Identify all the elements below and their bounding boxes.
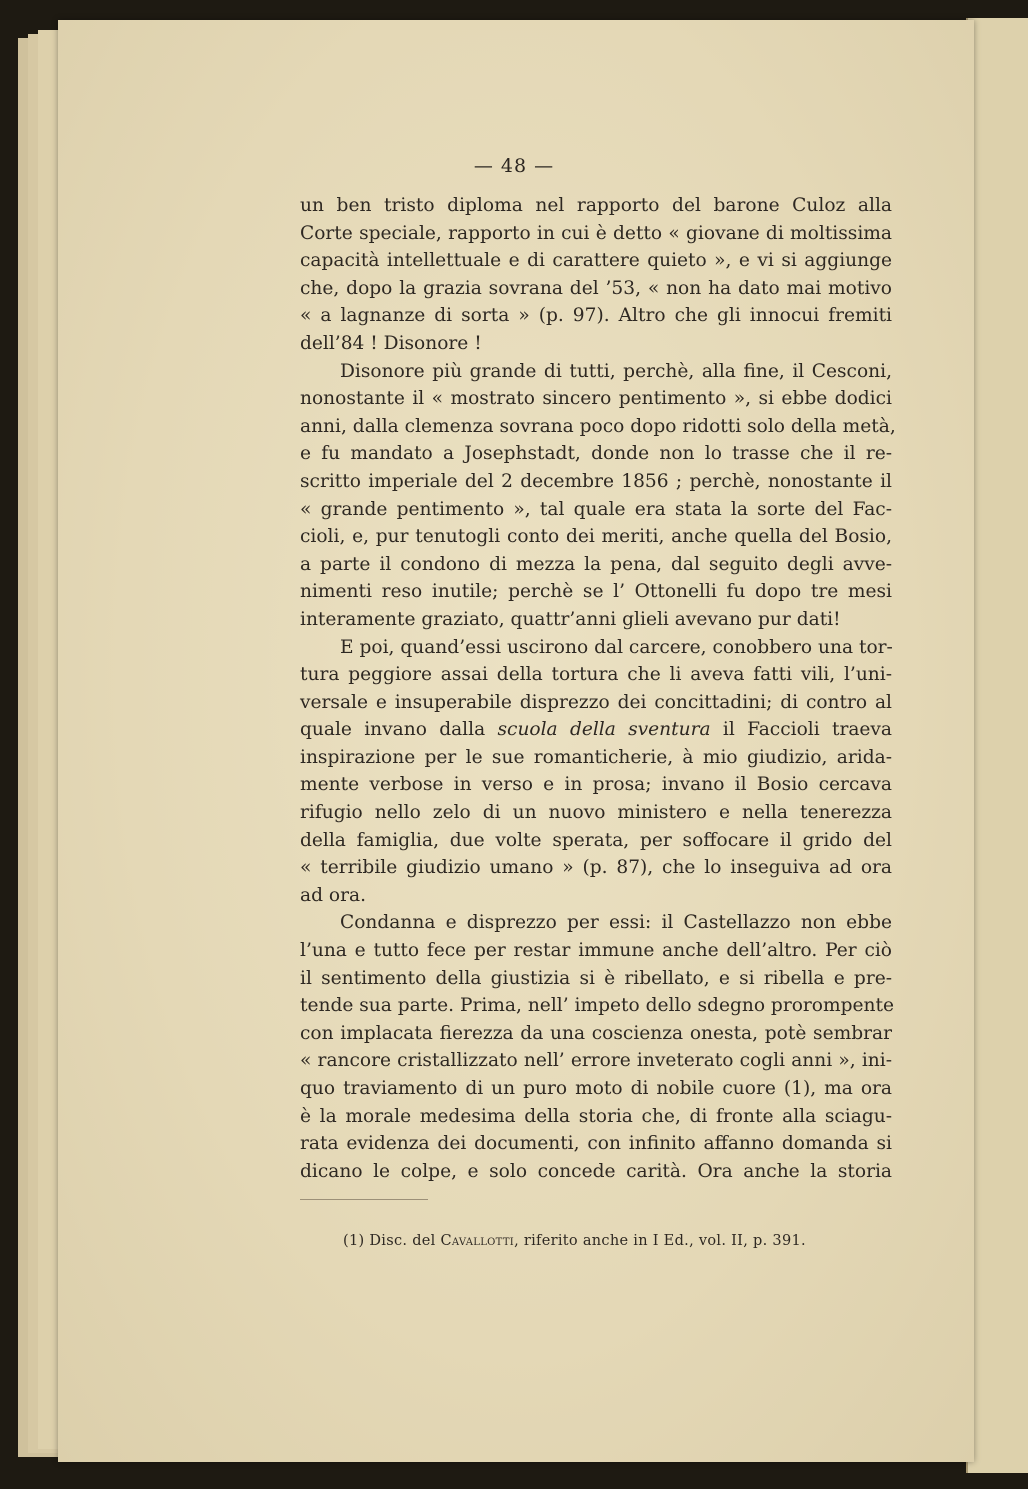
text-line: un ben tristo diploma nel rapporto del barone Culoz alla xyxy=(300,195,892,216)
footnote-suffix: , riferito anche in I Ed., vol. II, p. 391. xyxy=(514,1233,806,1249)
text-line: cioli, e, pur tenutogli conto dei meriti, anche quella del Bosio, xyxy=(300,526,892,548)
text-line: tende sua parte. Prima, nell’ impeto dello sdegno prorompente xyxy=(300,995,894,1017)
text-line: inspirazione per le sue romanticherie, à mio giudizio, arida- xyxy=(300,746,892,768)
text-line: Corte speciale, rapporto in cui è detto « giovane di moltissima xyxy=(300,222,892,244)
text-line: dicano le colpe, e solo concede carità. Ora anche la storia xyxy=(300,1160,892,1182)
text-line: « terribile giudizio umano » (p. 87), che lo inseguiva ad ora xyxy=(300,857,892,879)
text-line: con implacata fierezza da una coscienza onesta, potè sembrar xyxy=(300,1022,892,1044)
text-fragment: quale invano dalla xyxy=(300,719,486,741)
text-line: a parte il condono di mezza la pena, dal seguito degli avve- xyxy=(300,553,892,575)
text-line: nonostante il « mostrato sincero pentimento », si ebbe dodici xyxy=(300,388,892,410)
text-line: rifugio nello zelo di un nuovo ministero e nella tenerezza xyxy=(300,802,892,824)
text-line: capacità intellettuale e di carattere quieto », e vi si aggiunge xyxy=(300,250,892,272)
body-text xyxy=(300,192,896,1185)
text-line: l’una e tutto fece per restar immune anche dell’altro. Per ciò xyxy=(300,940,892,962)
text-line: rata evidenza dei documenti, con infinito affanno domanda si xyxy=(300,1133,892,1155)
italic-title: scuola della sventura xyxy=(497,719,711,741)
text-line: Disonore più grande di tutti, perchè, alla fine, il Cesconi, xyxy=(340,360,892,382)
footnote-author: Cavallotti xyxy=(440,1233,515,1249)
text-line: quo traviamento di un puro moto di nobile cuore (1), ma ora xyxy=(300,1078,892,1099)
text-line: nimenti reso inutile; perchè se l’ Ottonelli fu dopo tre mesi xyxy=(300,581,892,603)
facing-page-edge xyxy=(966,18,1028,1473)
footnote xyxy=(343,1233,806,1249)
text-line: Condanna e disprezzo per essi: il Castellazzo non ebbe xyxy=(340,912,892,934)
text-line: tura peggiore assai della tortura che li aveva fatti vili, l’uni- xyxy=(300,664,892,686)
page-number: — 48 — xyxy=(473,155,555,177)
text-line: anni, dalla clemenza sovrana poco dopo ridotti solo della metà, xyxy=(300,415,896,437)
text-line: e fu mandato a Josephstadt, donde non lo trasse che il re- xyxy=(300,443,892,465)
text-line: interamente graziato, quattr’anni glieli avevano pur dati! xyxy=(300,608,841,630)
text-line: il sentimento della giustizia si è ribellato, e si ribella e pre- xyxy=(300,967,892,989)
text-line: che, dopo la grazia sovrana del ’53, « non ha dato mai motivo xyxy=(300,277,892,299)
text-line: « rancore cristallizzato nell’ errore inveterato cogli anni », ini- xyxy=(300,1050,892,1072)
text-line: « a lagnanze di sorta » (p. 97). Altro che gli innocui fremiti xyxy=(300,305,892,327)
text-line: mente verbose in verso e in prosa; invano il Bosio cercava xyxy=(300,774,892,796)
text-line: della famiglia, due volte sperata, per soffocare il grido del xyxy=(300,829,892,851)
text-line: ad ora. xyxy=(300,884,366,906)
text-fragment: il Faccioli traeva xyxy=(722,719,893,741)
text-line: dell’84 ! Disonore ! xyxy=(300,332,482,354)
text-line: versale e insuperabile disprezzo dei concittadini; di contro al xyxy=(300,691,892,713)
text-line: « grande pentimento », tal quale era stata la sorte del Fac- xyxy=(300,498,892,520)
footnote-divider xyxy=(300,1199,428,1200)
footnote-prefix: (1) Disc. del xyxy=(343,1233,436,1249)
text-line: è la morale medesima della storia che, di fronte alla sciagu- xyxy=(300,1105,892,1127)
text-line: E poi, quand’essi uscirono dal carcere, conobbero una tor- xyxy=(340,636,893,658)
text-line-mixed xyxy=(300,716,892,744)
text-line: scritto imperiale del 2 decembre 1856 ; perchè, nonostante il xyxy=(300,470,892,492)
